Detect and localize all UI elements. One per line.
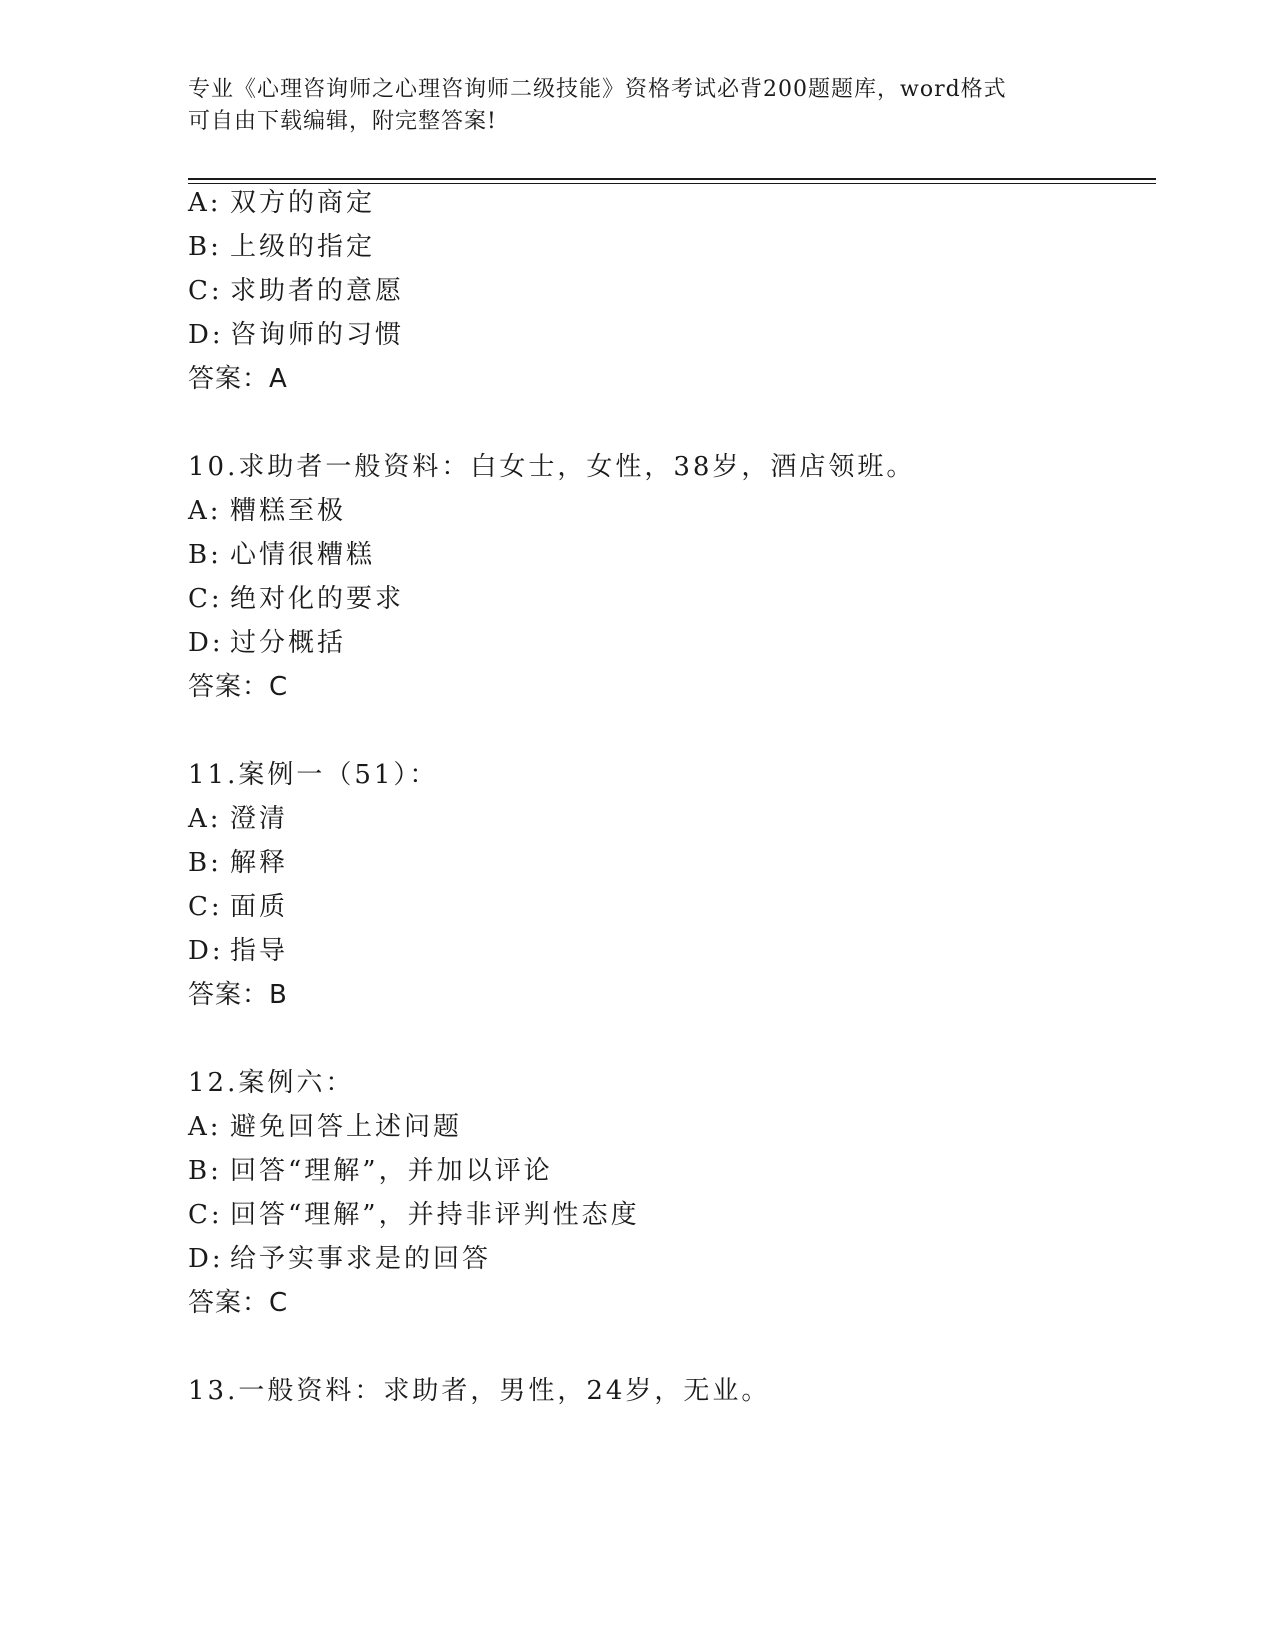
option-letter: A: [188, 1112, 222, 1142]
answer-line: 答案：C [188, 1288, 289, 1318]
header-divider-thin [188, 183, 1156, 184]
option-text: 双方的商定 [230, 188, 376, 218]
option-d [188, 318, 404, 352]
option-letter: A: [188, 496, 222, 526]
option-text: 回答“理解”，并持非评判性态度 [230, 1200, 640, 1230]
option-d [188, 1242, 491, 1276]
answer-line: 答案：A [188, 364, 288, 394]
header-line-2: 可自由下载编辑，附完整答案! [188, 109, 497, 134]
answer-line: 答案：B [188, 980, 288, 1010]
option-text: 咨询师的习惯 [230, 320, 405, 350]
option-text: 指导 [230, 936, 289, 966]
question-stem: 12.案例六： [188, 1068, 355, 1098]
option-c [188, 1198, 640, 1232]
option-d [188, 626, 346, 660]
option-text: 求助者的意愿 [230, 276, 405, 306]
option-b [188, 538, 375, 572]
option-a [188, 802, 288, 836]
answer-line: 答案：C [188, 672, 289, 702]
option-letter: C: [188, 276, 223, 306]
option-text: 绝对化的要求 [230, 584, 405, 614]
option-b [188, 846, 288, 880]
option-d [188, 934, 288, 968]
option-letter: B: [188, 232, 222, 262]
option-text: 面质 [230, 892, 289, 922]
option-letter: D: [188, 628, 224, 658]
option-text: 回答“理解”，并加以评论 [230, 1156, 553, 1186]
option-a [188, 1110, 462, 1144]
option-c [188, 890, 288, 924]
option-c [188, 582, 404, 616]
option-text: 澄清 [230, 804, 289, 834]
header-line-1: 专业《心理咨询师之心理咨询师二级技能》资格考试必背200题题库，word格式 [188, 77, 1007, 102]
option-text: 糟糕至极 [230, 496, 347, 526]
document-header [188, 74, 1088, 138]
question-stem: 10.求助者一般资料：白女士，女性，38岁，酒店领班。 [188, 452, 916, 482]
option-letter: A: [188, 804, 222, 834]
option-letter: A: [188, 188, 222, 218]
option-letter: D: [188, 1244, 224, 1274]
option-c [188, 274, 404, 308]
header-divider [188, 178, 1156, 180]
option-letter: C: [188, 584, 223, 614]
option-b [188, 230, 375, 264]
question-stem: 11.案例一（51）： [188, 760, 439, 790]
option-text: 避免回答上述问题 [230, 1112, 463, 1142]
option-letter: B: [188, 540, 222, 570]
option-letter: C: [188, 1200, 223, 1230]
option-letter: B: [188, 1156, 222, 1186]
option-letter: B: [188, 848, 222, 878]
option-text: 给予实事求是的回答 [230, 1244, 492, 1274]
option-a [188, 494, 346, 528]
option-letter: C: [188, 892, 223, 922]
option-letter: D: [188, 320, 224, 350]
option-text: 解释 [230, 848, 289, 878]
option-a [188, 186, 375, 220]
option-text: 心情很糟糕 [230, 540, 376, 570]
option-b [188, 1154, 553, 1188]
option-text: 上级的指定 [230, 232, 376, 262]
option-letter: D: [188, 936, 224, 966]
option-text: 过分概括 [230, 628, 347, 658]
question-stem: 13.一般资料：求助者，男性，24岁，无业。 [188, 1376, 771, 1406]
